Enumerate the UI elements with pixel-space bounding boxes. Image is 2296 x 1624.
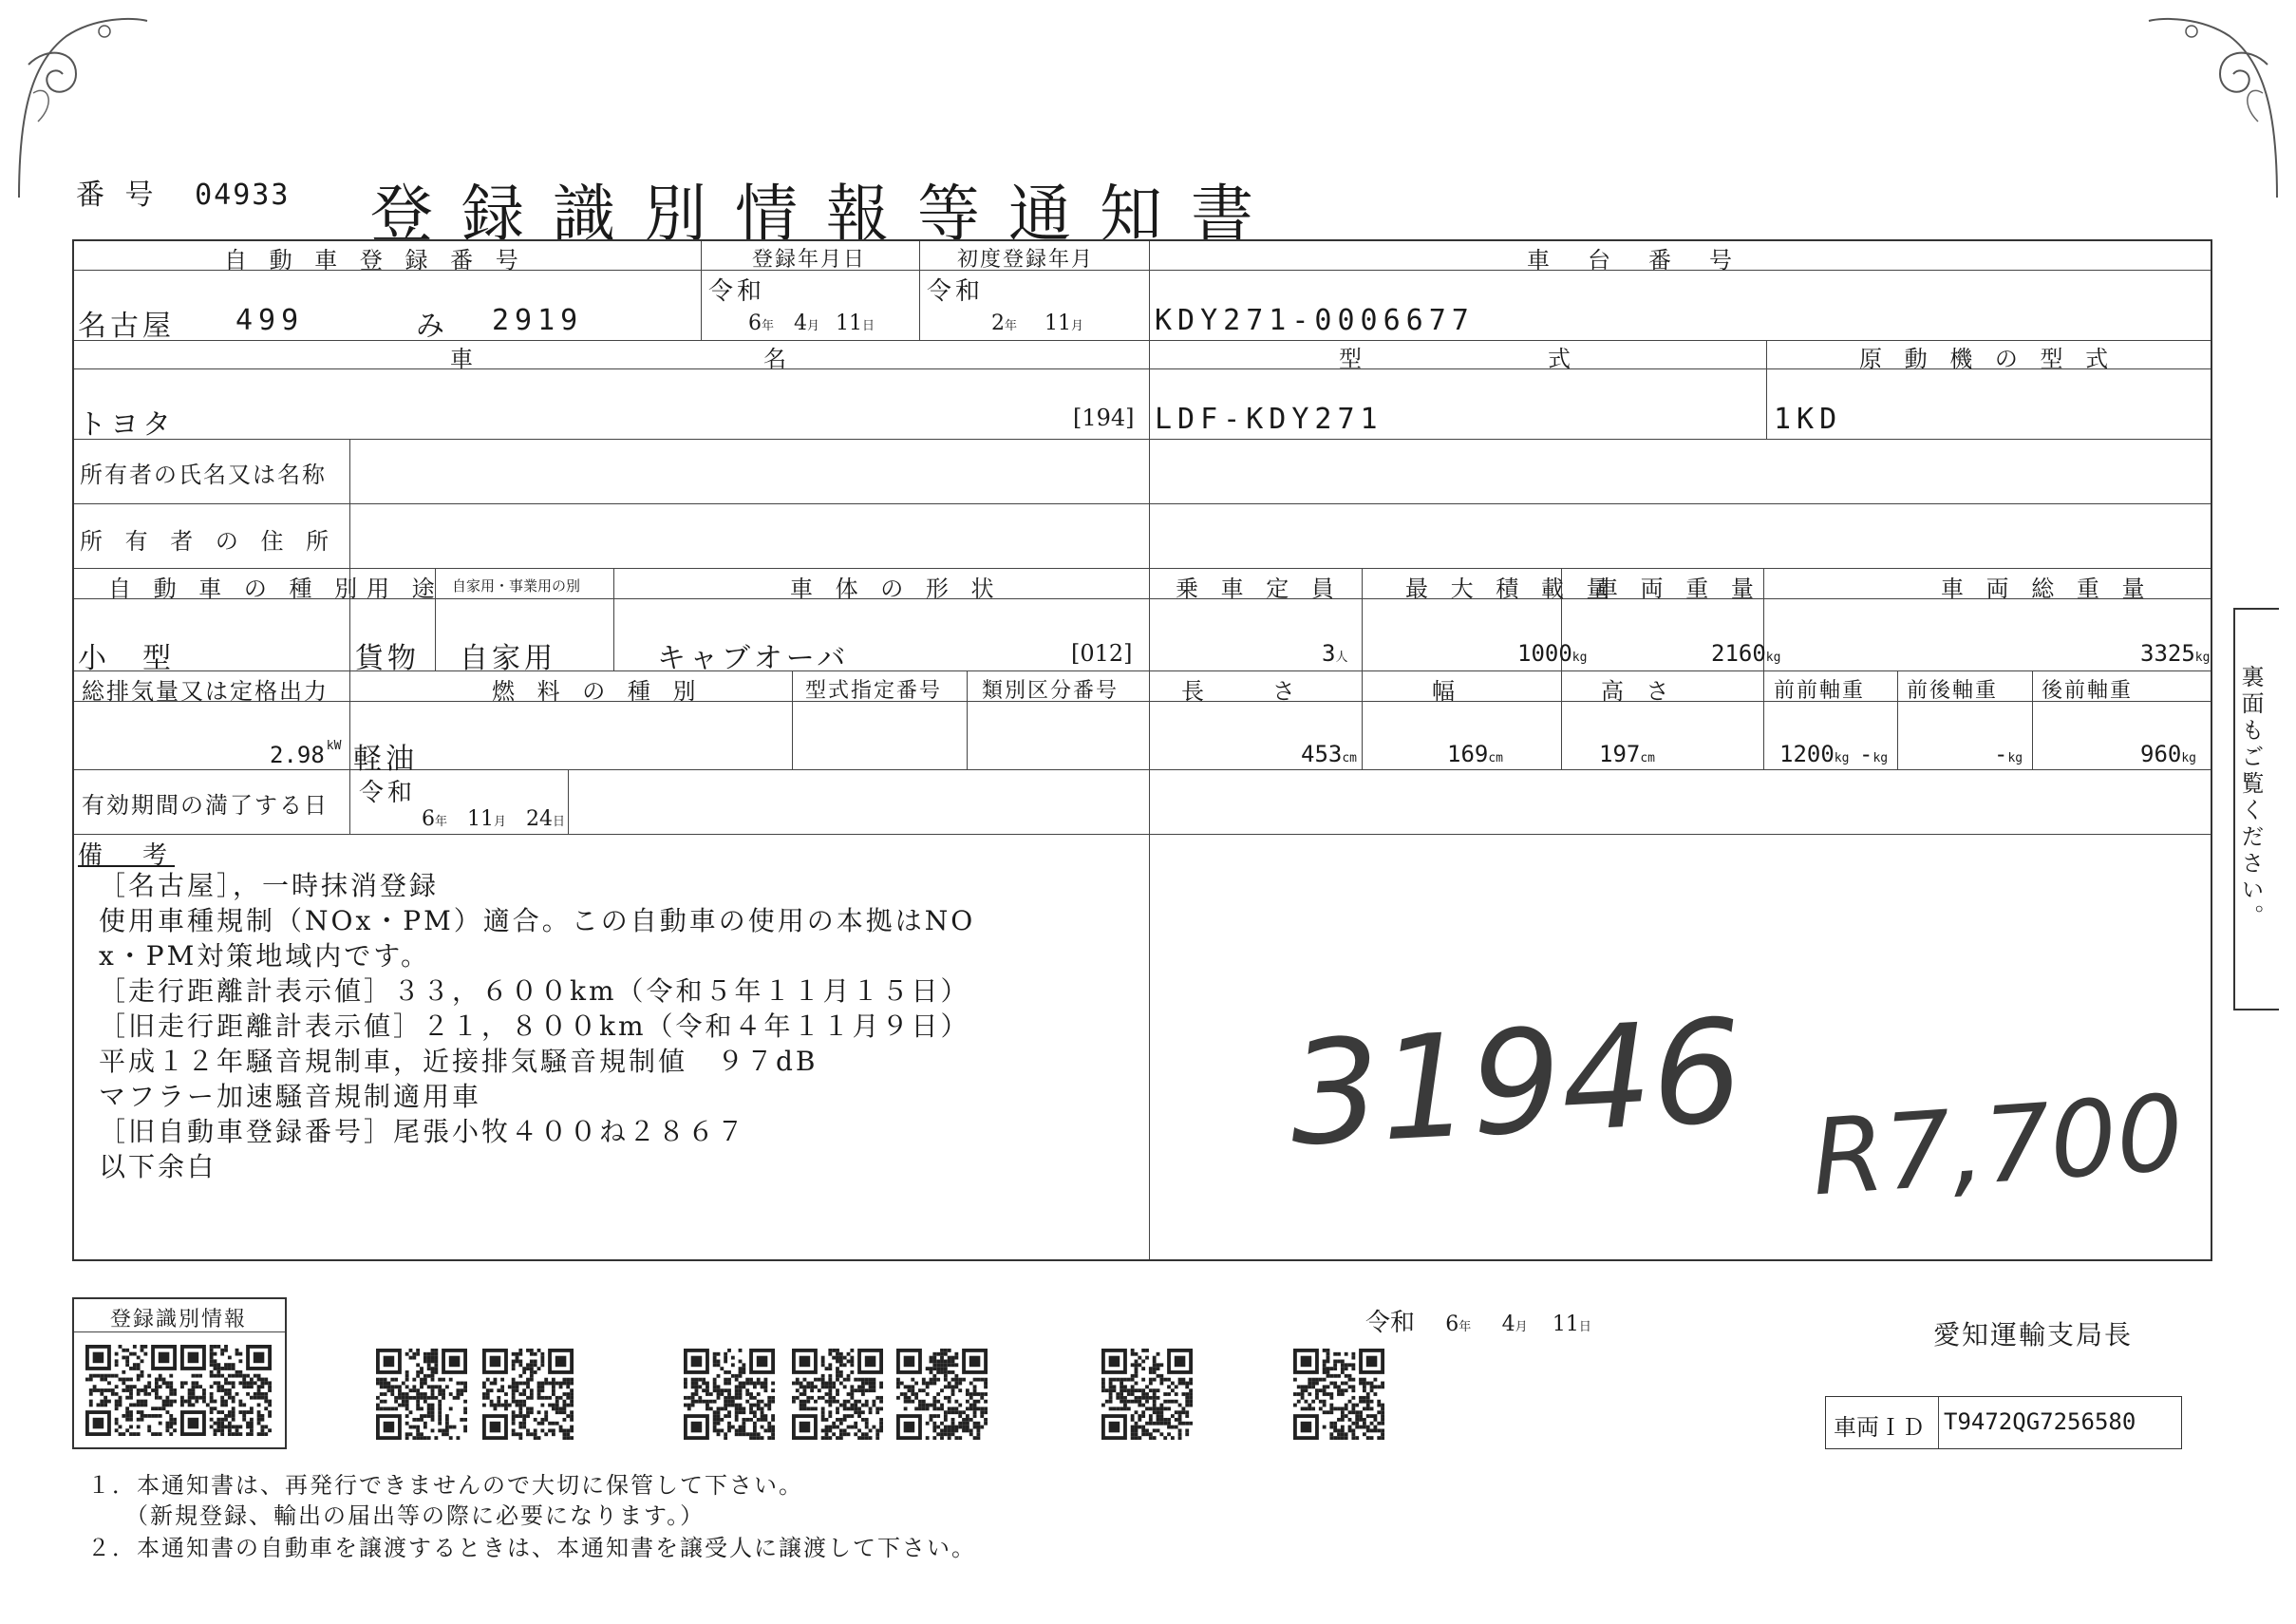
qr-code: [85, 1345, 177, 1436]
qr-code: [1101, 1349, 1193, 1440]
issue-date: 令和 6年 4月 11日: [1365, 1309, 1591, 1337]
footer-note-2: ２．本通知書の自動車を譲渡するときは、本通知書を譲受人に譲渡して下さい。: [87, 1535, 976, 1561]
label-car-name-b: 名: [763, 346, 794, 372]
remark-line: ［走行距離計表示値］３３，６００km（令和５年１１月１５日）: [99, 975, 970, 1007]
max-load-value: 1000kg: [1517, 640, 1588, 667]
label-fuel: 燃 料 の 種 別: [492, 678, 704, 705]
car-name: トヨタ: [78, 408, 175, 442]
label-engine-type: 原 動 機 の 型 式: [1859, 346, 2117, 372]
validity-date: 6年 11月 24日: [422, 807, 566, 831]
reg-kana: み: [416, 310, 448, 343]
remark-line: x・PM対策地域内です。: [99, 940, 431, 972]
gross-weight-value: 3325kg: [2140, 640, 2211, 667]
label-registration-date: 登録年月日: [752, 248, 867, 272]
document-number: [76, 171, 290, 213]
document-number-label: 番 号: [76, 179, 160, 212]
label-model-a: 型: [1339, 346, 1369, 372]
fr-axle-value: -kg: [1859, 741, 1889, 767]
label-width: 幅: [1432, 678, 1462, 705]
remark-line: ［旧走行距離計表示値］２１，８００km（令和４年１１月９日）: [99, 1010, 970, 1042]
remark-line: 以下余白: [99, 1151, 217, 1182]
issuer: 愛知運輸支局長: [1933, 1319, 2134, 1350]
remarks-list: [99, 868, 975, 1184]
label-height: 高 さ: [1601, 678, 1677, 705]
side-tab-text: 裏面もご覧ください。: [2237, 665, 2264, 931]
vehicle-class: 小 型: [78, 642, 175, 675]
label-type-designation: 型式指定番号: [805, 679, 943, 703]
qr-code: [376, 1349, 467, 1440]
reg-place: 名古屋: [78, 310, 175, 343]
handwritten-price: R7,700: [1808, 1071, 2188, 1219]
label-owner-address: 所 有 者 の 住 所: [80, 528, 337, 555]
label-capacity: 乗 車 定 員: [1176, 576, 1342, 602]
vehicle-id-box: [1825, 1396, 2182, 1449]
remark-line: ［名古屋］，一時抹消登録: [99, 870, 440, 901]
label-length: 長 さ: [1181, 678, 1303, 705]
body-shape: キャブオーバ: [657, 642, 850, 675]
document-title: 登録識別情報等通知書: [370, 178, 1282, 251]
validity-era: 令和: [359, 779, 417, 807]
label-vehicle-class: 自 動 車 の 種 別: [108, 576, 366, 602]
fuel-value: 軽油: [353, 743, 418, 776]
remark-line: ［旧自動車登録番号］尾張小牧４００ね２８６７: [99, 1116, 747, 1147]
qr-code: [896, 1349, 988, 1440]
footer-note-1b: （新規登録、輸出の届出等の際に必要になります。）: [125, 1502, 706, 1529]
ornament-corner-top-right: [2144, 8, 2287, 207]
label-body-shape: 車 体 の 形 状: [790, 576, 1002, 602]
width-value: 169cm: [1447, 741, 1504, 767]
label-chassis-number: 車 台 番 号: [1527, 247, 1740, 274]
remark-line: 平成１２年騒音規制車，近接排気騒音規制値 ９７dB: [99, 1046, 819, 1077]
label-rf-axle: 後前軸重: [2042, 679, 2134, 703]
label-usage: 用 途: [367, 576, 442, 602]
label-vehicle-weight: 車 両 重 量: [1595, 576, 1761, 602]
label-max-load: 最 大 積 載 量: [1405, 576, 1617, 602]
vehicle-id-label: 車両ＩＤ: [1834, 1414, 1925, 1441]
vehicle-weight-value: 2160kg: [1711, 640, 1781, 667]
qr-code: [1293, 1349, 1384, 1440]
qr-code: [792, 1349, 883, 1440]
label-private-business: 自家用・事業用の別: [452, 577, 581, 595]
chassis-number: KDY271-0006677: [1155, 304, 1475, 337]
label-fr-axle: 前後軸重: [1907, 679, 1999, 703]
label-owner-name: 所有者の氏名又は名称: [80, 462, 327, 488]
remark-line: 使用車種規制（NOx・PM）適合。この自動車の使用の本拠はNO: [99, 905, 976, 936]
rr-axle-value: 960kg: [2140, 741, 2197, 767]
info-box-label: 登録識別情報: [110, 1308, 248, 1331]
label-car-name-a: 車: [450, 346, 480, 372]
height-value: 197cm: [1599, 741, 1656, 767]
label-validity: 有効期間の満了する日: [82, 792, 329, 819]
label-first-registration: 初度登録年月: [957, 248, 1095, 272]
reg-date: 6年 4月 11日: [748, 312, 875, 335]
label-ff-axle: 前前軸重: [1774, 679, 1866, 703]
reg-serial: 2919: [492, 304, 584, 337]
length-value: 453cm: [1301, 741, 1358, 767]
label-category-number: 類別区分番号: [982, 679, 1120, 703]
displacement-value: 2.98 $^{kW}$: [270, 739, 342, 768]
car-name-code: [194]: [1073, 405, 1135, 431]
reg-class-number: 499: [235, 304, 305, 337]
label-displacement: 総排気量又は定格出力: [82, 678, 329, 705]
label-model-b: 式: [1548, 346, 1578, 372]
remark-line: マフラー加速騒音規制適用車: [99, 1081, 482, 1112]
label-gross-weight: 車 両 総 重 量: [1941, 576, 2153, 602]
first-reg-era: 令和: [927, 277, 985, 306]
rf-axle-value: -kg: [1994, 741, 2023, 767]
engine-value: 1KD: [1774, 403, 1843, 436]
capacity-value: 3人: [1322, 640, 1348, 667]
qr-code: [482, 1349, 574, 1440]
label-remarks: 備 考: [78, 841, 176, 870]
body-code: [012]: [1071, 640, 1133, 667]
registration-form: [72, 239, 2212, 1261]
usage: 貨物: [355, 642, 420, 675]
qr-code: [180, 1345, 272, 1436]
ff-axle-value: 1200kg: [1779, 741, 1850, 767]
reg-date-era: 令和: [708, 277, 766, 306]
model-value: LDF-KDY271: [1155, 403, 1383, 436]
first-reg-date: 2年 11月: [991, 312, 1084, 335]
document-number-value: 04933: [195, 179, 291, 212]
label-registration-number: 自 動 車 登 録 番 号: [224, 247, 526, 274]
vehicle-id-value: T9472QG7256580: [1944, 1408, 2136, 1435]
footer-note-1: １．本通知書は、再発行できませんので大切に保管して下さい。: [87, 1472, 803, 1499]
qr-code: [684, 1349, 775, 1440]
private-business: 自家用: [460, 642, 556, 675]
handwritten-number: 31946: [1285, 989, 1747, 1179]
